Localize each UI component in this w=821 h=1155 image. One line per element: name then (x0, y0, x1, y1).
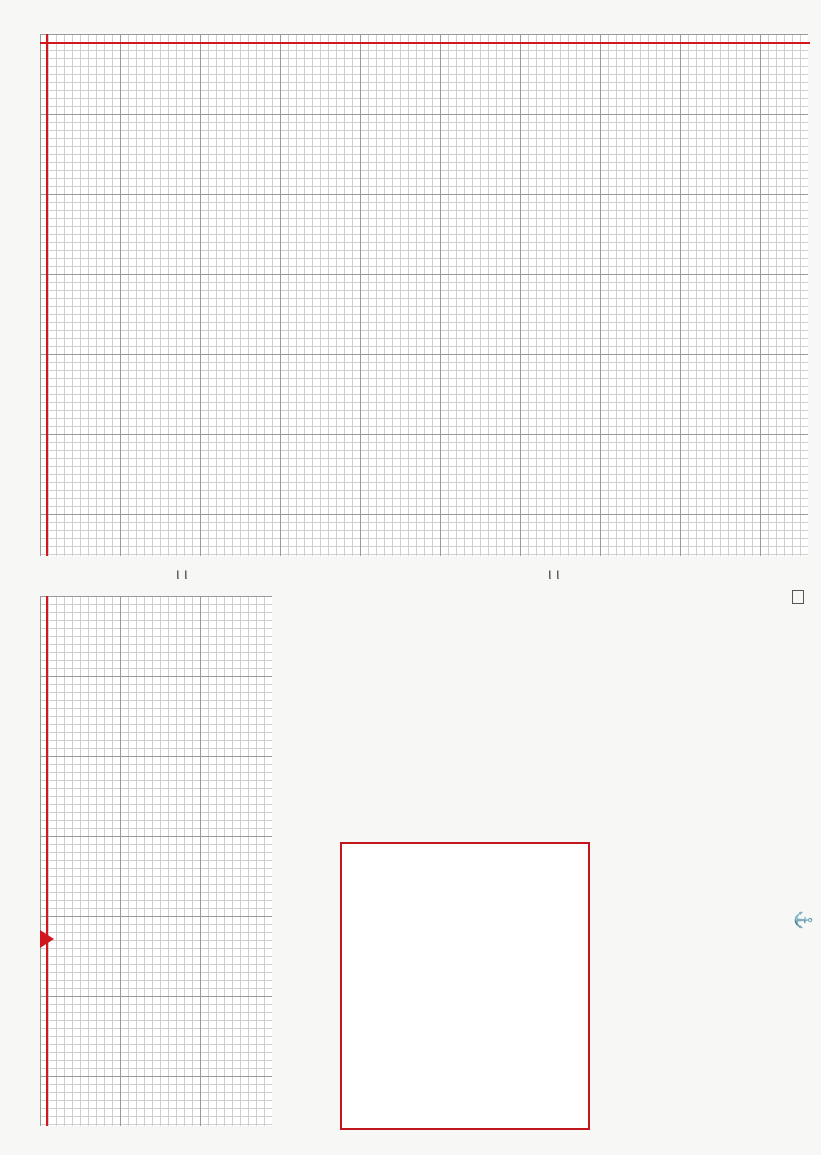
color-swatch (793, 590, 805, 604)
cross-stitch-chart-main (40, 34, 808, 556)
binding-clip-icon: ι ι (548, 566, 560, 583)
cross-stitch-chart-border (40, 596, 272, 1126)
poinsettia-pattern (40, 34, 808, 556)
legend-row-metallic (791, 590, 806, 890)
thread-legend (791, 590, 808, 890)
center-line-vertical (46, 34, 48, 556)
anchor-logo (794, 910, 811, 1010)
anchor-icon: ⚓ (794, 910, 811, 930)
binding-clip-icon: ι ι (176, 566, 188, 583)
instructions (676, 590, 680, 920)
motif-thumbnail (342, 844, 588, 1128)
border-line-vertical (46, 596, 48, 1126)
center-line-horizontal (40, 42, 810, 44)
center-marker-triangle (40, 930, 54, 948)
motif-classification-box (340, 842, 590, 1130)
border-pattern (40, 596, 272, 1126)
